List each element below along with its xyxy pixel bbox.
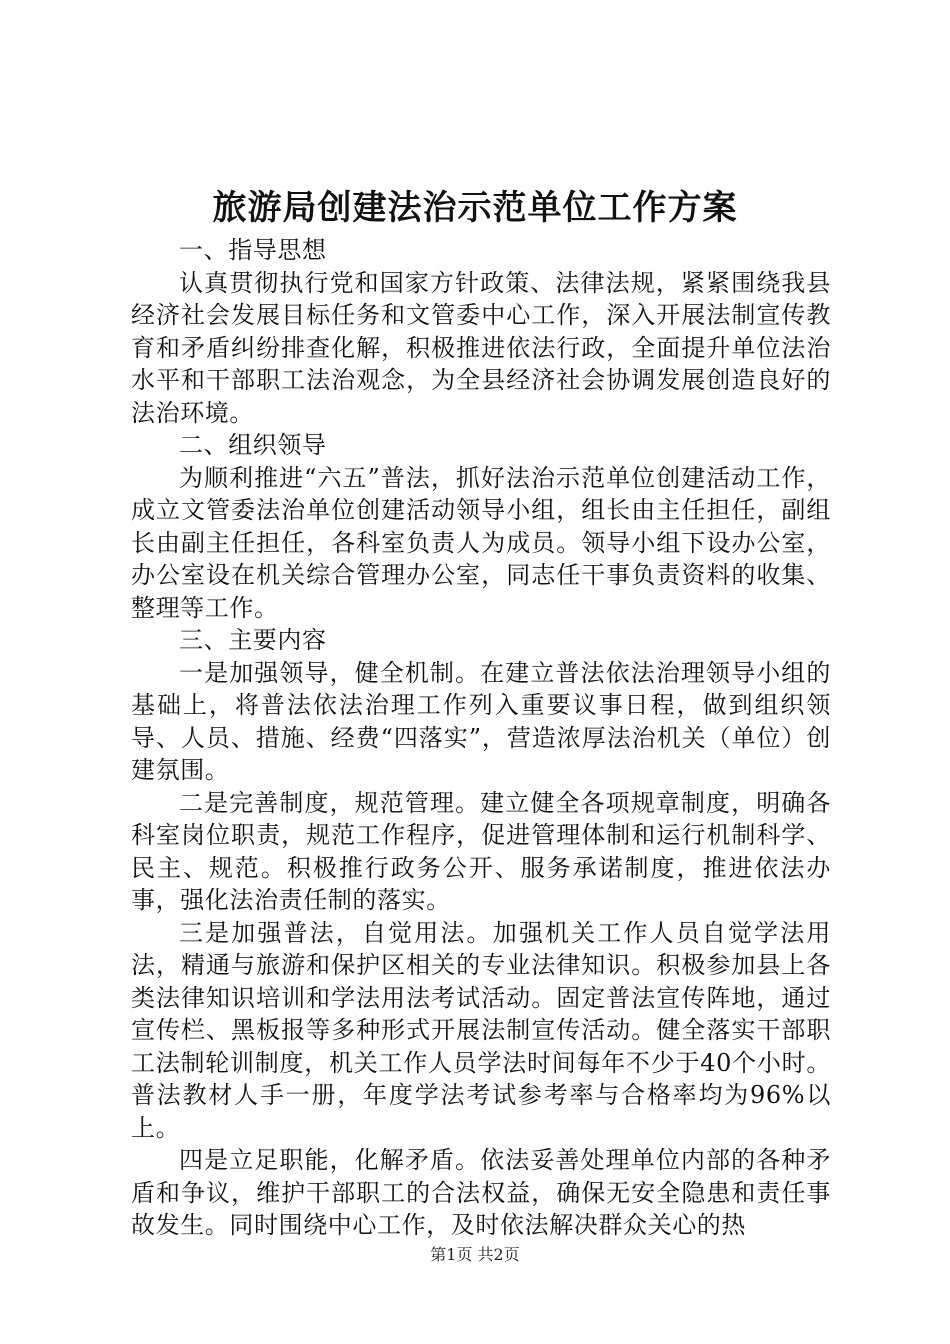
paragraph-item-3: 三是加强普法，自觉用法。加强机关工作人员自觉学法用法，精通与旅游和保护区相关的专业法律知识。积极参加县上各类法律知识培训和学法用法考试活动。固定普法宣传阵地，通过宣传栏、黑板报等多种形式开展法制宣传活动。健全落实干部职工法制轮训制度，机关工作人员学法时间每年不少于40个小时。普法教材人手一册，年度学法考试参考率与合格率均为96%以上。 <box>131 918 831 1142</box>
document-body <box>131 234 831 1242</box>
page-number-footer: 第1页 共2页 <box>430 1245 520 1264</box>
paragraph-item-1: 一是加强领导，健全机制。在建立普法依法治理领导小组的基础上，将普法依法治理工作列入重要议事日程，做到组织领导、人员、措施、经费“四落实”，营造浓厚法治机关（单位）创建氛围。 <box>131 658 831 784</box>
section-heading-guiding-ideology: 一、指导思想 <box>179 236 327 264</box>
paragraph-item-2: 二是完善制度，规范管理。建立健全各项规章制度，明确各科室岗位职责，规范工作程序，促进管理体制和运行机制科学、民主、规范。积极推行政务公开、服务承诺制度，推进依法办事，强化法治责任制的落实。 <box>131 788 831 914</box>
paragraph-guiding-ideology: 认真贯彻执行党和国家方针政策、法律法规，紧紧围绕我县经济社会发展目标任务和文管委中心工作，深入开展法制宣传教育和矛盾纠纷排查化解，积极推进依法行政，全面提升单位法治水平和干部职工法治观念，为全县经济社会协调发展创造良好的法治环境。 <box>131 268 831 427</box>
document-title: 旅游局创建法治示范单位工作方案 <box>212 188 738 228</box>
section-heading-main-content: 三、主要内容 <box>179 626 327 654</box>
paragraph-organization: 为顺利推进“六五”普法，抓好法治示范单位创建活动工作，成立文管委法治单位创建活动领导小组，组长由主任担任，副组长由副主任担任，各科室负责人为成员。领导小组下设办公室，办公室设在机关综合管理办公室，同志任干事负责资料的收集、整理等工作。 <box>131 463 831 622</box>
paragraph-item-4: 四是立足职能，化解矛盾。依法妥善处理单位内部的各种矛盾和争议，维护干部职工的合法权益，确保无安全隐患和责任事故发生。同时围绕中心工作，及时依法解决群众关心的热 <box>131 1146 831 1239</box>
section-heading-organization: 二、组织领导 <box>179 431 327 459</box>
